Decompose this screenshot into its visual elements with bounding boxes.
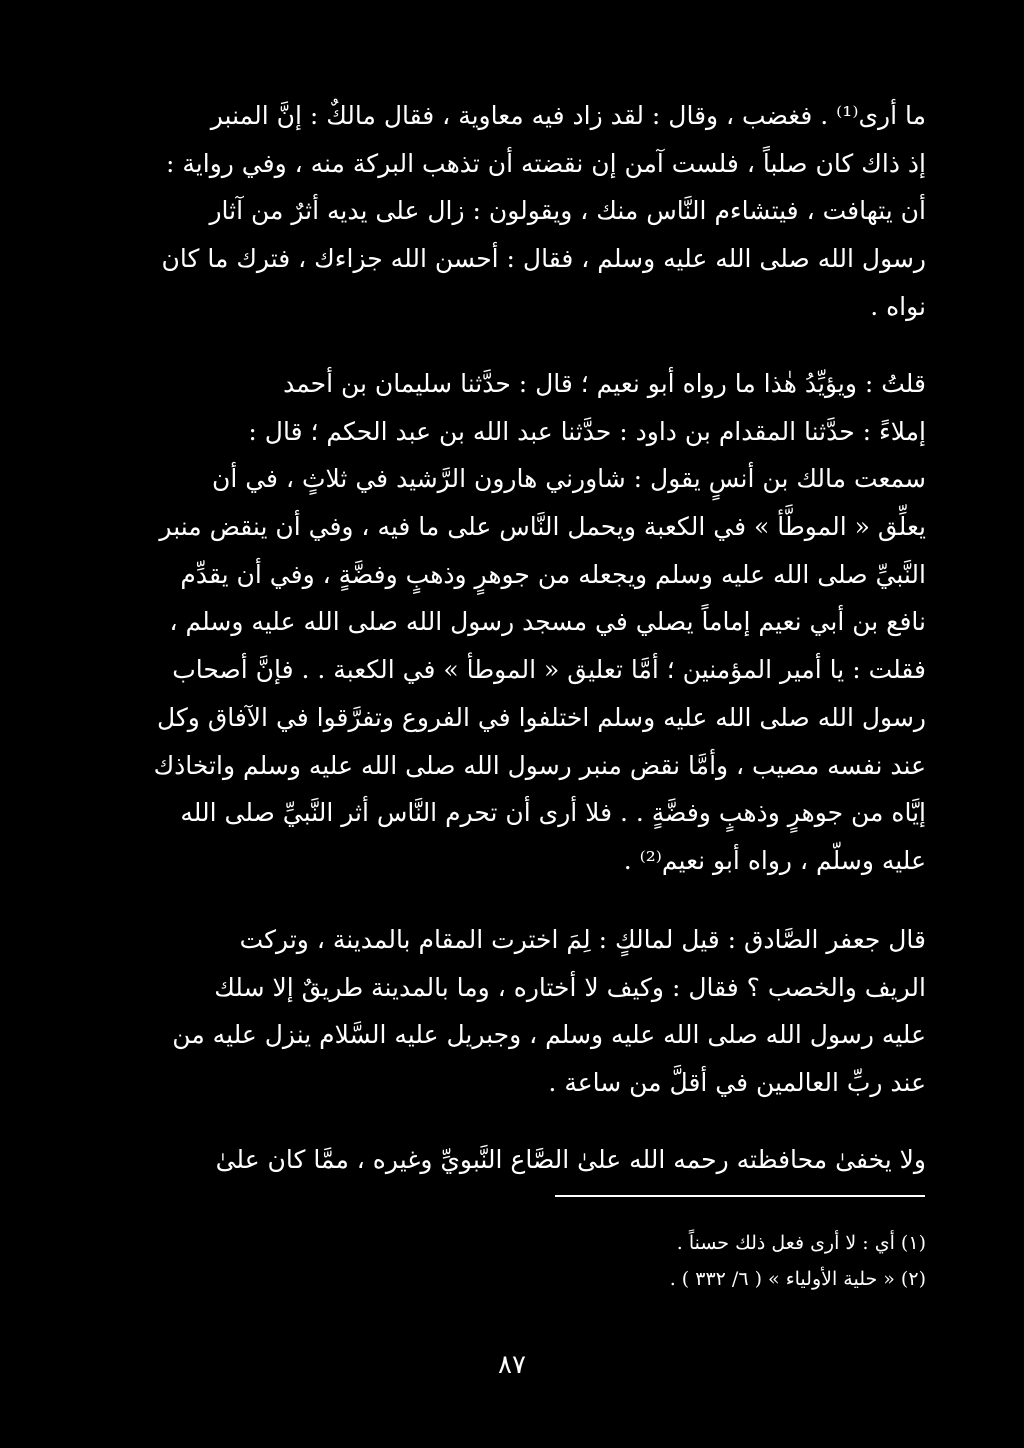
text-line: نافع بن أبي نعيم إماماً يصلي في مسجد رسول الله صلى الله عليه وسلم ، bbox=[169, 607, 926, 637]
text-line: النَّبيِّ صلى الله عليه وسلم ويجعله من جوهرٍ وذهبٍ وفضَّةٍ ، وفي أن يقدِّم bbox=[180, 559, 926, 589]
text-line: عند نفسه مصيب ، وأمَّا نقض منبر رسول الله صلى الله عليه وسلم واتخاذك bbox=[153, 750, 926, 780]
footnotes bbox=[520, 1225, 926, 1297]
page-number: ٨٧ bbox=[498, 1350, 526, 1380]
text-line: يعلِّق « الموطَّأ » في الكعبة ويحمل النَّاس على ما فيه ، وفي أن ينقض منبر bbox=[159, 512, 926, 542]
text-line: عليه رسول الله صلى الله عليه وسلم ، وجبريل عليه السَّلام ينزل عليه من bbox=[172, 1020, 926, 1050]
text-line: إذ ذاك كان صلباً ، فلست آمن إن نقضته أن تذهب البركة منه ، وفي رواية : bbox=[166, 148, 926, 178]
text-line: ولا يخفىٰ محافظته رحمه الله علىٰ الصَّاع النَّبويِّ وغيره ، ممَّا كان علىٰ bbox=[215, 1145, 926, 1174]
paragraph-4 bbox=[100, 1136, 926, 1184]
paragraph-3 bbox=[100, 916, 926, 1107]
text-line: فقلت : يا أمير المؤمنين ؛ أمَّا تعليق « الموطأ » في الكعبة . . فإنَّ أصحاب bbox=[172, 655, 926, 685]
text-line: إيَّاه من جوهرٍ وذهبٍ وفضَّةٍ . . فلا أرى أن تحرم النَّاس أثر النَّبيِّ صلى الله bbox=[180, 798, 926, 828]
footnote-divider bbox=[555, 1195, 925, 1197]
text-line: قلتُ : ويؤيِّدُ هٰذا ما رواه أبو نعيم ؛ قال : حدَّثنا سليمان بن أحمد bbox=[283, 369, 926, 398]
text-line: ما أرى⁽¹⁾ . فغضب ، وقال : لقد زاد فيه معاوية ، فقال مالكٌ : إنَّ المنبر bbox=[210, 101, 926, 130]
paragraph-2 bbox=[100, 360, 926, 885]
paragraph-1 bbox=[100, 92, 926, 330]
text-line: سمعت مالك بن أنسٍ يقول : شاورني هارون الرَّشيد في ثلاثٍ ، في أن bbox=[211, 464, 926, 494]
text-line: أن يتهافت ، فيتشاءم النَّاس منك ، ويقولون : زال على يديه أثرٌ من آثار bbox=[209, 196, 926, 226]
text-line: عليه وسلّم ، رواه أبو نعيم⁽²⁾ . bbox=[623, 845, 926, 875]
text-line: قال جعفر الصَّادق : قيل لمالكٍ : لِمَ اخترت المقام بالمدينة ، وتركت bbox=[239, 925, 926, 954]
text-line: رسول الله صلى الله عليه وسلم اختلفوا في الفروع وتفرَّقوا في الآفاق وكل bbox=[156, 702, 926, 732]
text-line: رسول الله صلى الله عليه وسلم ، فقال : أحسن الله جزاءك ، فترك ما كان bbox=[161, 244, 926, 274]
text-line: الريف والخصب ؟ فقال : وكيف لا أختاره ، وما بالمدينة طريقٌ إلا سلك bbox=[214, 972, 926, 1002]
text-line: نواه . bbox=[870, 291, 926, 321]
footnote-1: (١) أي : لا أرى فعل ذلك حسناً . bbox=[676, 1232, 926, 1254]
text-line: عند ربِّ العالمين في أقلَّ من ساعة . bbox=[548, 1068, 926, 1098]
text-line: إملاءً : حدَّثنا المقدام بن داود : حدَّثنا عبد الله بن عبد الحكم ؛ قال : bbox=[248, 416, 926, 446]
footnote-2: (٢) « حلية الأولياء » ( ٦/ ٣٣٢ ) . bbox=[669, 1268, 926, 1290]
